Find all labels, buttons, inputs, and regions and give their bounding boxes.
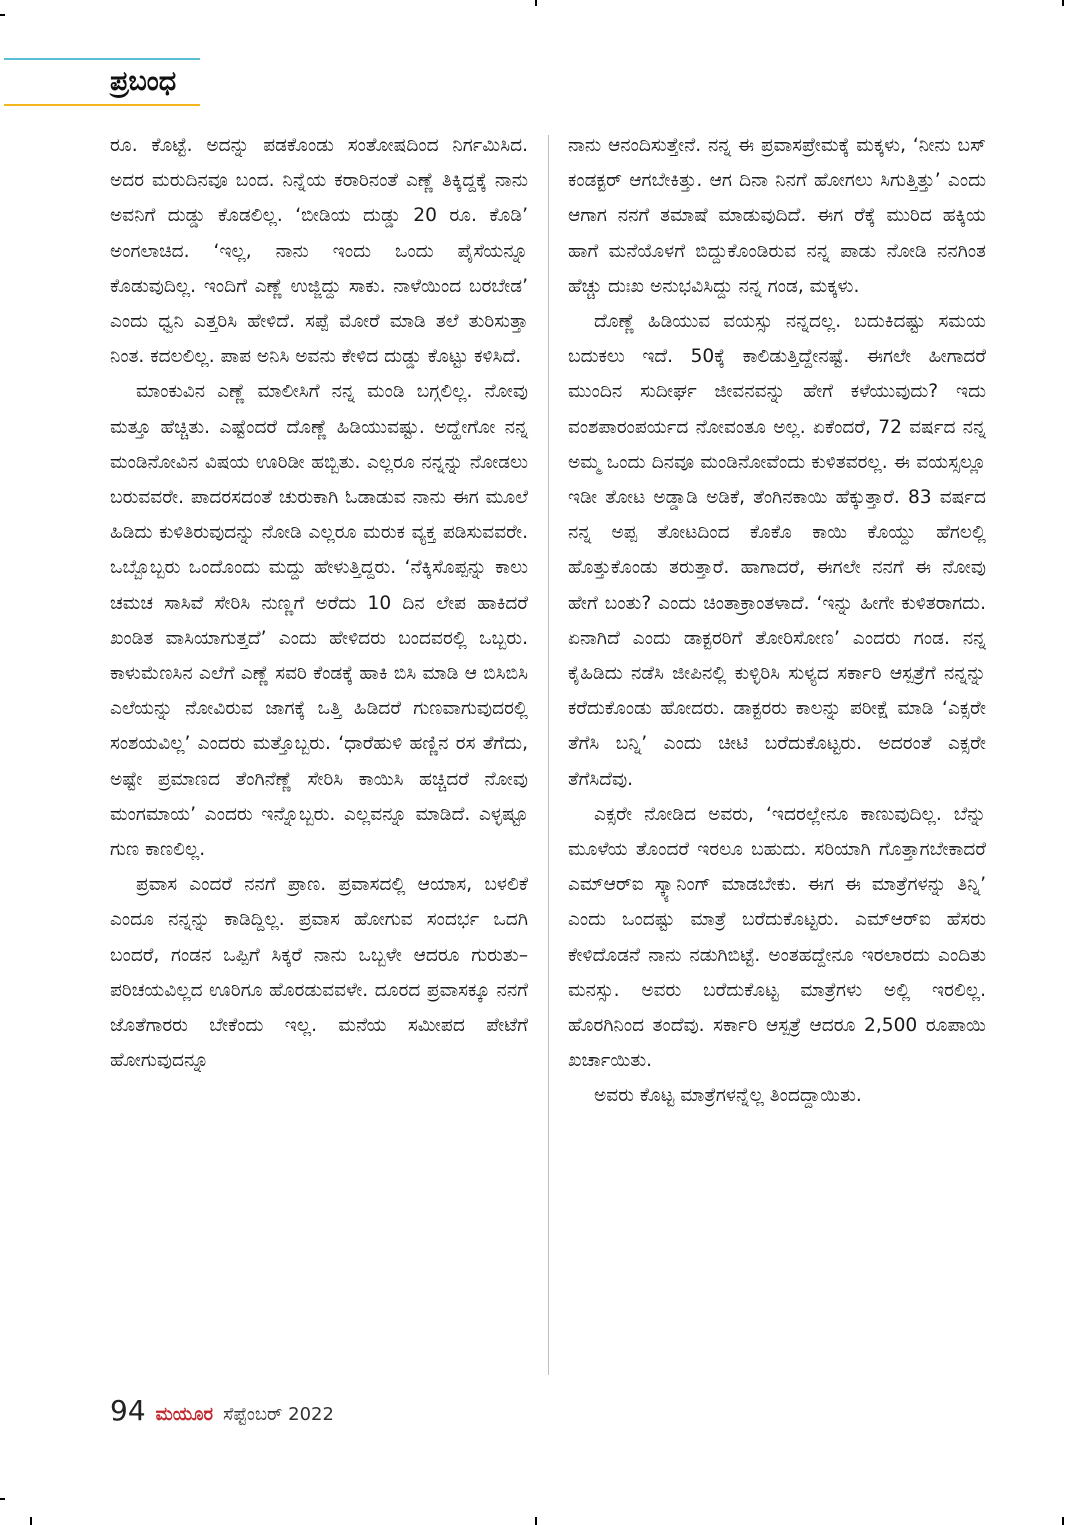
issue-date: ಸೆಪ್ಟೆಂಬರ್ 2022 <box>223 1404 334 1425</box>
article-paragraph: ದೊಣ್ಣೆ ಹಿಡಿಯುವ ವಯಸ್ಸು ನನ್ನದಲ್ಲ. ಬದುಕಿದಷ್ಟು ಸಮಯ ಬದುಕಲು ಇದೆ. 50ಕ್ಕೆ ಕಾಲಿಡುತ್ತಿದ್ದೇನಷ್ಟೆ. ಈಗಲೇ ಹೀಗಾದರೆ ಮುಂದಿನ ಸುದೀರ್ಘ ಜೀವನವನ್ನು ಹೇಗೆ ಕಳೆಯುವುದು? ಇದು ವಂಶಪಾರಂಪರ್ಯದ ನೋವಂತೂ ಅಲ್ಲ. ಏಕೆಂದರೆ, 72 ವರ್ಷದ ನನ್ನ ಅಮ್ಮ ಒಂದು ದಿನವೂ ಮಂಡಿನೋವೆಂದು ಕುಳಿತವರಲ್ಲ. ಈ ವಯಸ್ಸಲ್ಲೂ ಇಡೀ ತೋಟ ಅಡ್ಡಾಡಿ ಅಡಿಕೆ, ತೆಂಗಿನಕಾಯಿ ಹೆಕ್ಕುತ್ತಾರೆ. 83 ವರ್ಷದ ನನ್ನ ಅಪ್ಪ ತೋಟದಿಂದ ಕೊಕೊ ಕಾಯಿ ಕೊಯ್ದು ಹೆಗಲಲ್ಲಿ ಹೊತ್ತುಕೊಂಡು ತರುತ್ತಾರೆ. ಹಾಗಾದರೆ, ಈಗಲೇ ನನಗೆ ಈ ನೋವು ಹೇಗೆ ಬಂತು? ಎಂದು ಚಿಂತಾಕ್ರಾಂತಳಾದೆ. ‘ಇನ್ನು ಹೀಗೇ ಕುಳಿತರಾಗದು. ಏನಾಗಿದೆ ಎಂದು ಡಾಕ್ಟರರಿಗೆ ತೋರಿಸೋಣ’ ಎಂದರು ಗಂಡ. ನನ್ನ ಕೈಹಿಡಿದು ನಡೆಸಿ ಜೀಪಿನಲ್ಲಿ ಕುಳ್ಳಿರಿಸಿ ಸುಳ್ಯದ ಸರ್ಕಾರಿ ಆಸ್ಪತ್ರೆಗೆ ನನ್ನನ್ನು ಕರೆದುಕೊಂಡು ಹೋದರು. ಡಾಕ್ಟರರು ಕಾಲನ್ನು ಪರೀಕ್ಷೆ ಮಾಡಿ ‘ಎಕ್ಸರೇ ತೆಗೆಸಿ ಬನ್ನಿ’ ಎಂದು ಚೀಟಿ ಬರೆದುಕೊಟ್ಟರು. ಅದರಂತೆ ಎಕ್ಸರೇ ತೆಗೆಸಿದೆವು. <box>568 311 986 790</box>
crop-mark-bottom-left <box>0 1498 5 1500</box>
header-rule-top <box>4 58 200 60</box>
magazine-logo: ಮಯೂರ <box>155 1404 214 1425</box>
crop-mark-top-left <box>0 14 5 16</box>
page-footer <box>110 1394 334 1427</box>
article-paragraph: ಎಕ್ಸರೇ ನೋಡಿದ ಅವರು, ‘ಇದರಲ್ಲೇನೂ ಕಾಣುವುದಿಲ್ಲ. ಬೆನ್ನು ಮೂಳೆಯ ತೊಂದರೆ ಇರಲೂ ಬಹುದು. ಸರಿಯಾಗಿ ಗೊತ್ತಾಗಬೇಕಾದರೆ ಎಮ್‌ಆರ್‌ಐ ಸ್ಕ್ಯಾನಿಂಗ್ ಮಾಡಬೇಕು. ಈಗ ಈ ಮಾತ್ರೆಗಳನ್ನು ತಿನ್ನಿ’ ಎಂದು ಒಂದಷ್ಟು ಮಾತ್ರೆ ಬರೆದುಕೊಟ್ಟರು. ಎಮ್‌ಆರ್‌ಐ ಹೆಸರು ಕೇಳಿದೊಡನೆ ನಾನು ನಡುಗಿಬಿಟ್ಟೆ. ಅಂತಹದ್ದೇನೂ ಇರಲಾರದು ಎಂದಿತು ಮನಸ್ಸು. ಅವರು ಬರೆದುಕೊಟ್ಟ ಮಾತ್ರೆಗಳು ಅಲ್ಲಿ ಇರಲಿಲ್ಲ. ಹೊರಗಿನಿಂದ ತಂದೆವು. ಸರ್ಕಾರಿ ಆಸ್ಪತ್ರೆ ಆದರೂ 2,500 ರೂಪಾಯಿ ಖರ್ಚಾಯಿತು. <box>568 803 986 1072</box>
article-paragraph: ರೂ. ಕೊಟ್ಟೆ. ಅದನ್ನು ಪಡಕೊಂಡು ಸಂತೋಷದಿಂದ ನಿರ್ಗಮಿಸಿದ. ಅದರ ಮರುದಿನವೂ ಬಂದ. ನಿನ್ನೆಯ ಕರಾರಿನಂತೆ ಎಣ್ಣೆ ತಿಕ್ಕಿದ್ದಕ್ಕೆ ನಾನು ಅವನಿಗೆ ದುಡ್ಡು ಕೊಡಲಿಲ್ಲ. ‘ಬೀಡಿಯ ದುಡ್ಡು 20 ರೂ. ಕೊಡಿ’ ಅಂಗಲಾಚಿದ. ‘ಇಲ್ಲ, ನಾನು ಇಂದು ಒಂದು ಪೈಸೆಯನ್ನೂ ಕೊಡುವುದಿಲ್ಲ. ಇಂದಿಗೆ ಎಣ್ಣೆ ಉಜ್ಜಿದ್ದು ಸಾಕು. ನಾಳೆಯಿಂದ ಬರಬೇಡ’ ಎಂದು ಧ್ವನಿ ಎತ್ತರಿಸಿ ಹೇಳಿದೆ. ಸಪ್ಪೆ ಮೋರೆ ಮಾಡಿ ತಲೆ ತುರಿಸುತ್ತಾ ನಿಂತ. ಕದಲಲಿಲ್ಲ. ಪಾಪ ಅನಿಸಿ ಅವನು ಕೇಳಿದ ದುಡ್ಡು ಕೊಟ್ಟು ಕಳಿಸಿದೆ. <box>110 135 528 368</box>
column-divider <box>548 135 549 1375</box>
page-number: 94 <box>110 1394 146 1427</box>
article-column-left <box>110 128 528 1078</box>
article-paragraph: ಅವರು ಕೊಟ್ಟ ಮಾತ್ರೆಗಳನ್ನೆಲ್ಲ ತಿಂದದ್ದಾಯಿತು. <box>594 1085 862 1107</box>
header-rule-bottom <box>4 104 200 106</box>
article-paragraph: ನಾನು ಆನಂದಿಸುತ್ತೇನೆ. ನನ್ನ ಈ ಪ್ರವಾಸಪ್ರೇಮಕ್ಕೆ ಮಕ್ಕಳು, ‘ನೀನು ಬಸ್ ಕಂಡಕ್ಟರ್ ಆಗಬೇಕಿತ್ತು. ಆಗ ದಿನಾ ನಿನಗೆ ಹೋಗಲು ಸಿಗುತ್ತಿತ್ತು’ ಎಂದು ಆಗಾಗ ನನಗೆ ತಮಾಷೆ ಮಾಡುವುದಿದೆ. ಈಗ ರೆಕ್ಕೆ ಮುರಿದ ಹಕ್ಕಿಯ ಹಾಗೆ ಮನೆಯೊಳಗೆ ಬಿದ್ದುಕೊಂಡಿರುವ ನನ್ನ ಪಾಡು ನೋಡಿ ನನಗಿಂತ ಹೆಚ್ಚು ದುಃಖ ಅನುಭವಿಸಿದ್ದು ನನ್ನ ಗಂಡ, ಮಕ್ಕಳು. <box>568 135 986 297</box>
crop-mark-bottom-right <box>1062 1517 1064 1525</box>
crop-mark-top-center <box>535 0 537 6</box>
crop-mark-bottom-center <box>535 1517 537 1525</box>
article-paragraph: ಪ್ರವಾಸ ಎಂದರೆ ನನಗೆ ಪ್ರಾಣ. ಪ್ರವಾಸದಲ್ಲಿ ಆಯಾಸ, ಬಳಲಿಕೆ ಎಂದೂ ನನ್ನನ್ನು ಕಾಡಿದ್ದಿಲ್ಲ. ಪ್ರವಾಸ ಹೋಗುವ ಸಂದರ್ಭ ಒದಗಿ ಬಂದರೆ, ಗಂಡನ ಒಪ್ಪಿಗೆ ಸಿಕ್ಕರೆ ನಾನು ಒಬ್ಬಳೇ ಆದರೂ ಗುರುತು– ಪರಿಚಯವಿಲ್ಲದ ಊರಿಗೂ ಹೊರಡುವವಳೇ. ದೂರದ ಪ್ರವಾಸಕ್ಕೂ ನನಗೆ ಜೊತೆಗಾರರು ಬೇಕೆಂದು ಇಲ್ಲ. ಮನೆಯ ಸಮೀಪದ ಪೇಟೆಗೆ ಹೋಗುವುದನ್ನೂ <box>110 874 528 1072</box>
section-title: ಪ್ರಬಂಧ <box>110 66 177 97</box>
article-paragraph: ಮಾಂಕುವಿನ ಎಣ್ಣೆ ಮಾಲೀಸಿಗೆ ನನ್ನ ಮಂಡಿ ಬಗ್ಗಲಿಲ್ಲ. ನೋವು ಮತ್ತೂ ಹೆಚ್ಚಿತು. ಎಷ್ಟೆಂದರೆ ದೊಣ್ಣೆ ಹಿಡಿಯುವಷ್ಟು. ಅದ್ಹೇಗೋ ನನ್ನ ಮಂಡಿನೋವಿನ ವಿಷಯ ಊರಿಡೀ ಹಬ್ಬಿತು. ಎಲ್ಲರೂ ನನ್ನನ್ನು ನೋಡಲು ಬರುವವರೇ. ಪಾದರಸದಂತೆ ಚುರುಕಾಗಿ ಓಡಾಡುವ ನಾನು ಈಗ ಮೂಲೆ ಹಿಡಿದು ಕುಳಿತಿರುವುದನ್ನು ನೋಡಿ ಎಲ್ಲರೂ ಮರುಕ ವ್ಯಕ್ತ ಪಡಿಸುವವರೇ. ಒಬ್ಬೊಬ್ಬರು ಒಂದೊಂದು ಮದ್ದು ಹೇಳುತ್ತಿದ್ದರು. ‘ನೆಕ್ಕಿಸೊಪ್ಪನ್ನು ಕಾಲು ಚಮಚ ಸಾಸಿವೆ ಸೇರಿಸಿ ನುಣ್ಣಗೆ ಅರೆದು 10 ದಿನ ಲೇಪ ಹಾಕಿದರೆ ಖಂಡಿತ ವಾಸಿಯಾಗುತ್ತದೆ’ ಎಂದು ಹೇಳಿದರು ಬಂದವರಲ್ಲಿ ಒಬ್ಬರು. ಕಾಳುಮೆಣಸಿನ ಎಲೆಗೆ ಎಣ್ಣೆ ಸವರಿ ಕೆಂಡಕ್ಕೆ ಹಾಕಿ ಬಿಸಿ ಮಾಡಿ ಆ ಬಿಸಿಬಿಸಿ ಎಲೆಯನ್ನು ನೋವಿರುವ ಜಾಗಕ್ಕೆ ಒತ್ತಿ ಹಿಡಿದರೆ ಗುಣವಾಗುವುದರಲ್ಲಿ ಸಂಶಯವಿಲ್ಲ’ ಎಂದರು ಮತ್ತೊಬ್ಬರು. ‘ಧಾರೆಹುಳಿ ಹಣ್ಣಿನ ರಸ ತೆಗೆದು, ಅಷ್ಟೇ ಪ್ರಮಾಣದ ತೆಂಗಿನೆಣ್ಣೆ ಸೇರಿಸಿ ಕಾಯಿಸಿ ಹಚ್ಚಿದರೆ ನೋವು ಮಂಗಮಾಯ’ ಎಂದರು ಇನ್ನೊಬ್ಬರು. ಎಲ್ಲವನ್ನೂ ಮಾಡಿದೆ. ಎಳ್ಳಷ್ಟೂ ಗುಣ ಕಾಣಲಿಲ್ಲ. <box>110 381 528 861</box>
article-column-right <box>568 128 986 1114</box>
crop-mark-bottom-left-vertical <box>30 1517 32 1525</box>
crop-mark-top-right <box>1062 0 1064 6</box>
